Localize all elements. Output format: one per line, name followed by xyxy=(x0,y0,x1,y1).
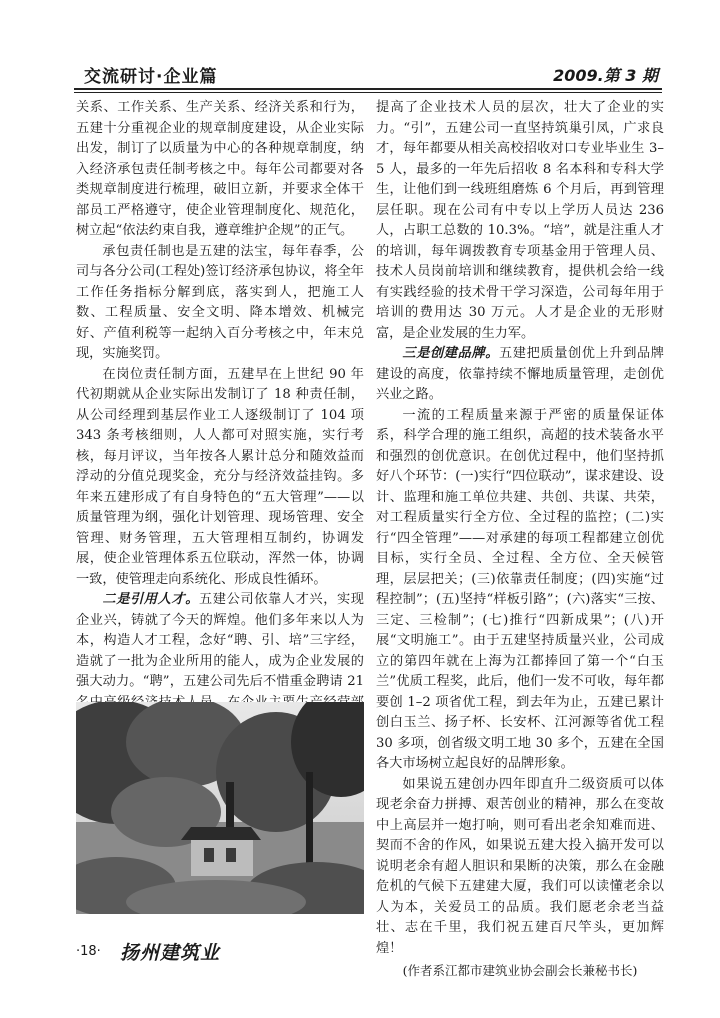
paragraph: 如果说五建创办四年即直升二级资质可以体现老余奋力拼搏、艰苦创业的精神，那么在变故中上高层并一炮打响，则可看出老余知难而进、契而不舍的作风，如果说五建大投入搞开发可以说明老余有超人胆识和果断的决策，那么在金融危机的气候下五建建大厦，我们可以读懂老余以人为本，关爱员工的品质。我们愿老余老当益壮、志在千里，我们祝五建百尺竿头，更加辉煌！ xyxy=(376,776,664,956)
page-number: ·18· xyxy=(76,944,101,959)
paragraph-lead: 三是创建品牌。 xyxy=(402,346,499,361)
header-rule-thin xyxy=(74,92,662,93)
paragraph xyxy=(376,344,664,406)
magazine-name: 扬州建筑业 xyxy=(120,942,221,964)
author-note: (作者系江都市建筑业协会副会长兼秘书长) xyxy=(402,963,638,978)
right-column xyxy=(376,98,664,982)
paragraph: 关系、工作关系、生产关系、经济关系和行为，五建十分重视企业的规章制度建设，从企业实际出发，制订了以质量为中心的各种规章制度，纳入经济承包责任制考核之中。每年公司都要对各类规章制度进行梳理，破旧立新，并要求全体干部员工严格遵守，使企业管理制度化、规范化，树立起“依法约束自我，遵章维护企规”的正气。 xyxy=(76,100,364,238)
page-footer xyxy=(76,936,376,966)
paragraph-body: 五建公司依靠人才兴，实现企业兴，铸就了今天的辉煌。他们多年来以人为本，构造人才工程，念好“聘、引、培”三字经，造就了一批为企业所用的能人，成为企业发展的强大动力。“聘”，五建公司先后不惜重金聘请 21 xyxy=(76,592,364,689)
section-title: 交流研讨·企业篇 xyxy=(84,67,218,87)
paragraph-lead: 二是引用人才。 xyxy=(102,592,199,607)
page-header xyxy=(74,62,662,86)
paragraph: 提高了企业技术人员的层次，壮大了企业的实力。“引”，五建公司一直坚持筑巢引凤，广求良才，每年都要从相关高校招收对口专业毕业生 3–5 人，最多的一年先后招收 8 名本科和专科大学生，让他们到一线班组磨炼 6 个月后，再到管理层任职。现在公司有中专以上学历人员达 236 人，占职工总数的 10.3%。“培”，就是注重人才的培训，每年调拨教育专项基金用于管理人员、技术人员岗前培训和继续教育，提供机会给一线有实践经验的技术骨干学习深造，公司每年用于培训的费用达 30 万元。人才是企业的无形财富，是企业发展的生力军。 xyxy=(376,100,664,341)
header-rule xyxy=(74,88,662,90)
paragraph: 一流的工程质量来源于严密的质量保证体系，科学合理的施工组织，高超的技术装备水平和强烈的创优意识。在创优过程中，他们坚持抓好八个环节：(一)实行“四位联动”，谋求建设、设计、监理和施工单位共建、共创、共谋、共荣，对工程质量实行全方位、全过程的监控；(二)实行“四全管理”——对承建的每项工程都建立创优目标，实行全员、全过程、全方位、全天候管理，层层把关；(三)依靠责任制度；(四)实施“过程控制”；(五)坚持“样板引路”；(六)落实“三按、三定、三检制”；(七)推行“四新成果”；(八)开展“文明施工”。由于五建坚持质量兴业，公司成立的第四年就在上海为江都捧回了第一个“白玉兰”优质工程奖，此后，他们一发不可收，每年都要创 1–2 项省优工程，到去年为止，五建已累计创白玉兰、扬子杯、长安杯、江河源等省优工程 30 多项，创省级文明工地 30 多个，五建在全国各大市场树立起良好的品牌形象。 xyxy=(376,407,664,771)
left-column xyxy=(76,98,364,734)
issue-number: 2009.第 3 期 xyxy=(553,66,658,85)
paragraph: 在岗位责任制方面，五建早在上世纪 90 年代初期就从企业实际出发制订了 18 种责任制，从公司经理到基层作业工人逐级制订了 104 项 343 条考核细则，人人都可对照实施，实行考核，每月评议，当年按各人累计总分和随效益而浮动的分值兑现奖金，充分与经济效益挂钩。多年来五建形成了有自身特色的“五大管理”——以质量管理为纲，强化计划管理、现场管理、安全管理、财务管理，五大管理相互制约，协调发展，使企业管理体系五位联动，浑然一体，协调一致，使管理走向系统化、形成良性循环。 xyxy=(76,366,364,587)
landscape-photo-icon xyxy=(76,702,364,914)
paragraph: 承包责任制也是五建的法宝，每年春季，公司与各分公司(工程处)签订经济承包协议，将全年工作任务指标分解到底，落实到人，把施工人数、工程质量、安全文明、降本增效、机械完好、产值利税等一起纳入百分考核之中，年末兑现，实施奖罚。 xyxy=(76,243,364,361)
paragraph-body: 五建把质量创优上升到品牌建设的高度，依靠持续不懈地质量管理，走创优兴业之路。 xyxy=(376,346,664,402)
